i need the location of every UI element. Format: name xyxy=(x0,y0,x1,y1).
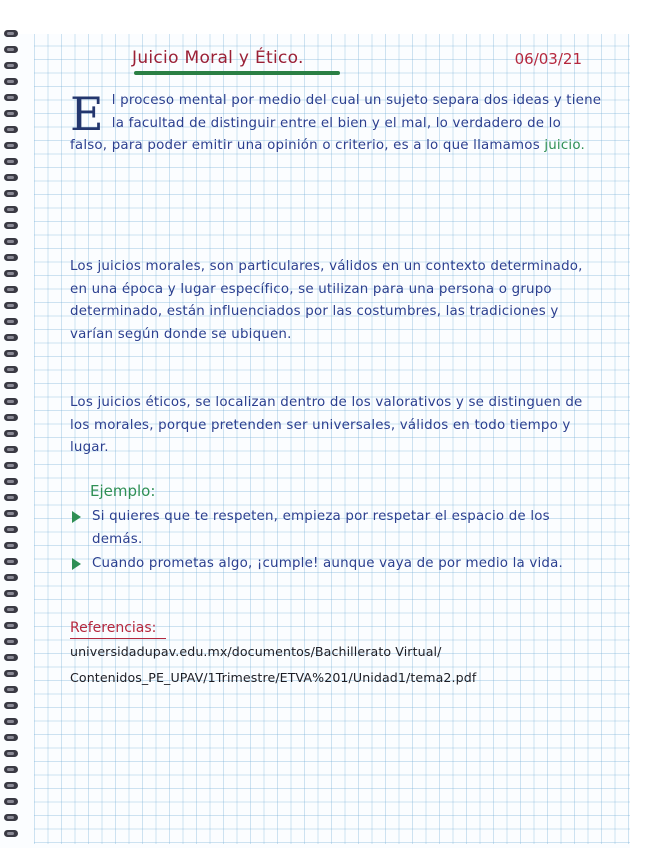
spiral-hole xyxy=(4,734,18,741)
spiral-hole xyxy=(4,782,18,789)
spiral-hole xyxy=(4,462,18,469)
spiral-hole xyxy=(4,702,18,709)
spiral-hole xyxy=(4,222,18,229)
spiral-hole xyxy=(4,46,18,53)
spiral-hole xyxy=(4,638,18,645)
spiral-hole xyxy=(4,798,18,805)
spiral-hole xyxy=(4,686,18,693)
spiral-hole xyxy=(4,542,18,549)
spiral-hole xyxy=(4,670,18,677)
example-item-text: Si quieres que te respeten, empieza por respetar el espacio de los demás. xyxy=(92,509,550,547)
intro-paragraph xyxy=(70,87,602,158)
drop-cap: E xyxy=(70,87,104,141)
spiral-hole xyxy=(4,110,18,117)
triangle-bullet-icon xyxy=(72,558,81,570)
spiral-hole xyxy=(4,590,18,597)
title-underline xyxy=(134,71,340,75)
spiral-hole xyxy=(4,830,18,837)
spiral-hole xyxy=(4,350,18,357)
spiral-hole xyxy=(4,766,18,773)
spiral-hole xyxy=(4,414,18,421)
spiral-hole xyxy=(4,526,18,533)
references-heading: Referencias: xyxy=(70,620,157,636)
spiral-hole xyxy=(4,78,18,85)
example-heading: Ejemplo: xyxy=(90,482,156,500)
spiral-hole xyxy=(4,270,18,277)
spiral-hole xyxy=(4,238,18,245)
spiral-hole xyxy=(4,286,18,293)
date: 06/03/21 xyxy=(514,50,582,68)
spiral-hole xyxy=(4,206,18,213)
spiral-hole xyxy=(4,126,18,133)
spiral-hole xyxy=(4,30,18,37)
intro-text: l proceso mental por medio del cual un sujeto separa dos ideas y tiene la facultad de distinguir entre el bien y el mal, lo verdadero de lo falso, para poder emitir una opinión o criterio, es a lo que llamamos xyxy=(70,93,602,153)
spiral-hole xyxy=(4,62,18,69)
header xyxy=(132,48,592,80)
example-list xyxy=(70,506,602,578)
spiral-hole xyxy=(4,366,18,373)
spiral-hole xyxy=(4,334,18,341)
spiral-hole xyxy=(4,142,18,149)
example-item-text: Cuando prometas algo, ¡cumple! aunque vaya de por medio la vida. xyxy=(92,556,563,571)
spiral-hole xyxy=(4,302,18,309)
spiral-hole xyxy=(4,318,18,325)
reference-line: universidadupav.edu.mx/documentos/Bachillerato Virtual/ xyxy=(70,644,442,659)
spiral-hole xyxy=(4,574,18,581)
paragraph-ethical: Los juicios éticos, se localizan dentro de los valorativos y se distinguen de los morales, porque pretenden ser universales, válidos en todo tiempo y lugar. xyxy=(70,395,583,455)
spiral-hole xyxy=(4,510,18,517)
spiral-hole xyxy=(4,382,18,389)
spiral-hole xyxy=(4,174,18,181)
spiral-hole xyxy=(4,494,18,501)
spiral-hole xyxy=(4,606,18,613)
spiral-hole xyxy=(4,654,18,661)
spiral-hole xyxy=(4,814,18,821)
spiral-hole xyxy=(4,750,18,757)
triangle-bullet-icon xyxy=(72,511,81,523)
spiral-hole xyxy=(4,94,18,101)
spiral-hole xyxy=(4,158,18,165)
spiral-binding xyxy=(0,30,28,848)
paragraph-moral: Los juicios morales, son particulares, válidos en un contexto determinado, en una época y lugar específico, se utilizan para una persona o grupo determinado, están influenciados por las costumbres, las tradiciones y varían según donde se ubiquen. xyxy=(70,259,583,342)
spiral-hole xyxy=(4,190,18,197)
spiral-hole xyxy=(4,558,18,565)
spiral-hole xyxy=(4,446,18,453)
intro-highlight: juicio. xyxy=(544,138,585,153)
list-item xyxy=(70,553,602,576)
spiral-hole xyxy=(4,622,18,629)
spiral-hole xyxy=(4,254,18,261)
spiral-hole xyxy=(4,430,18,437)
list-item xyxy=(70,506,602,551)
page-title: Juicio Moral y Ético. xyxy=(132,48,304,68)
reference-line: Contenidos_PE_UPAV/1Trimestre/ETVA%201/Unidad1/tema2.pdf xyxy=(70,670,477,685)
spiral-hole xyxy=(4,718,18,725)
spiral-hole xyxy=(4,478,18,485)
spiral-hole xyxy=(4,398,18,405)
